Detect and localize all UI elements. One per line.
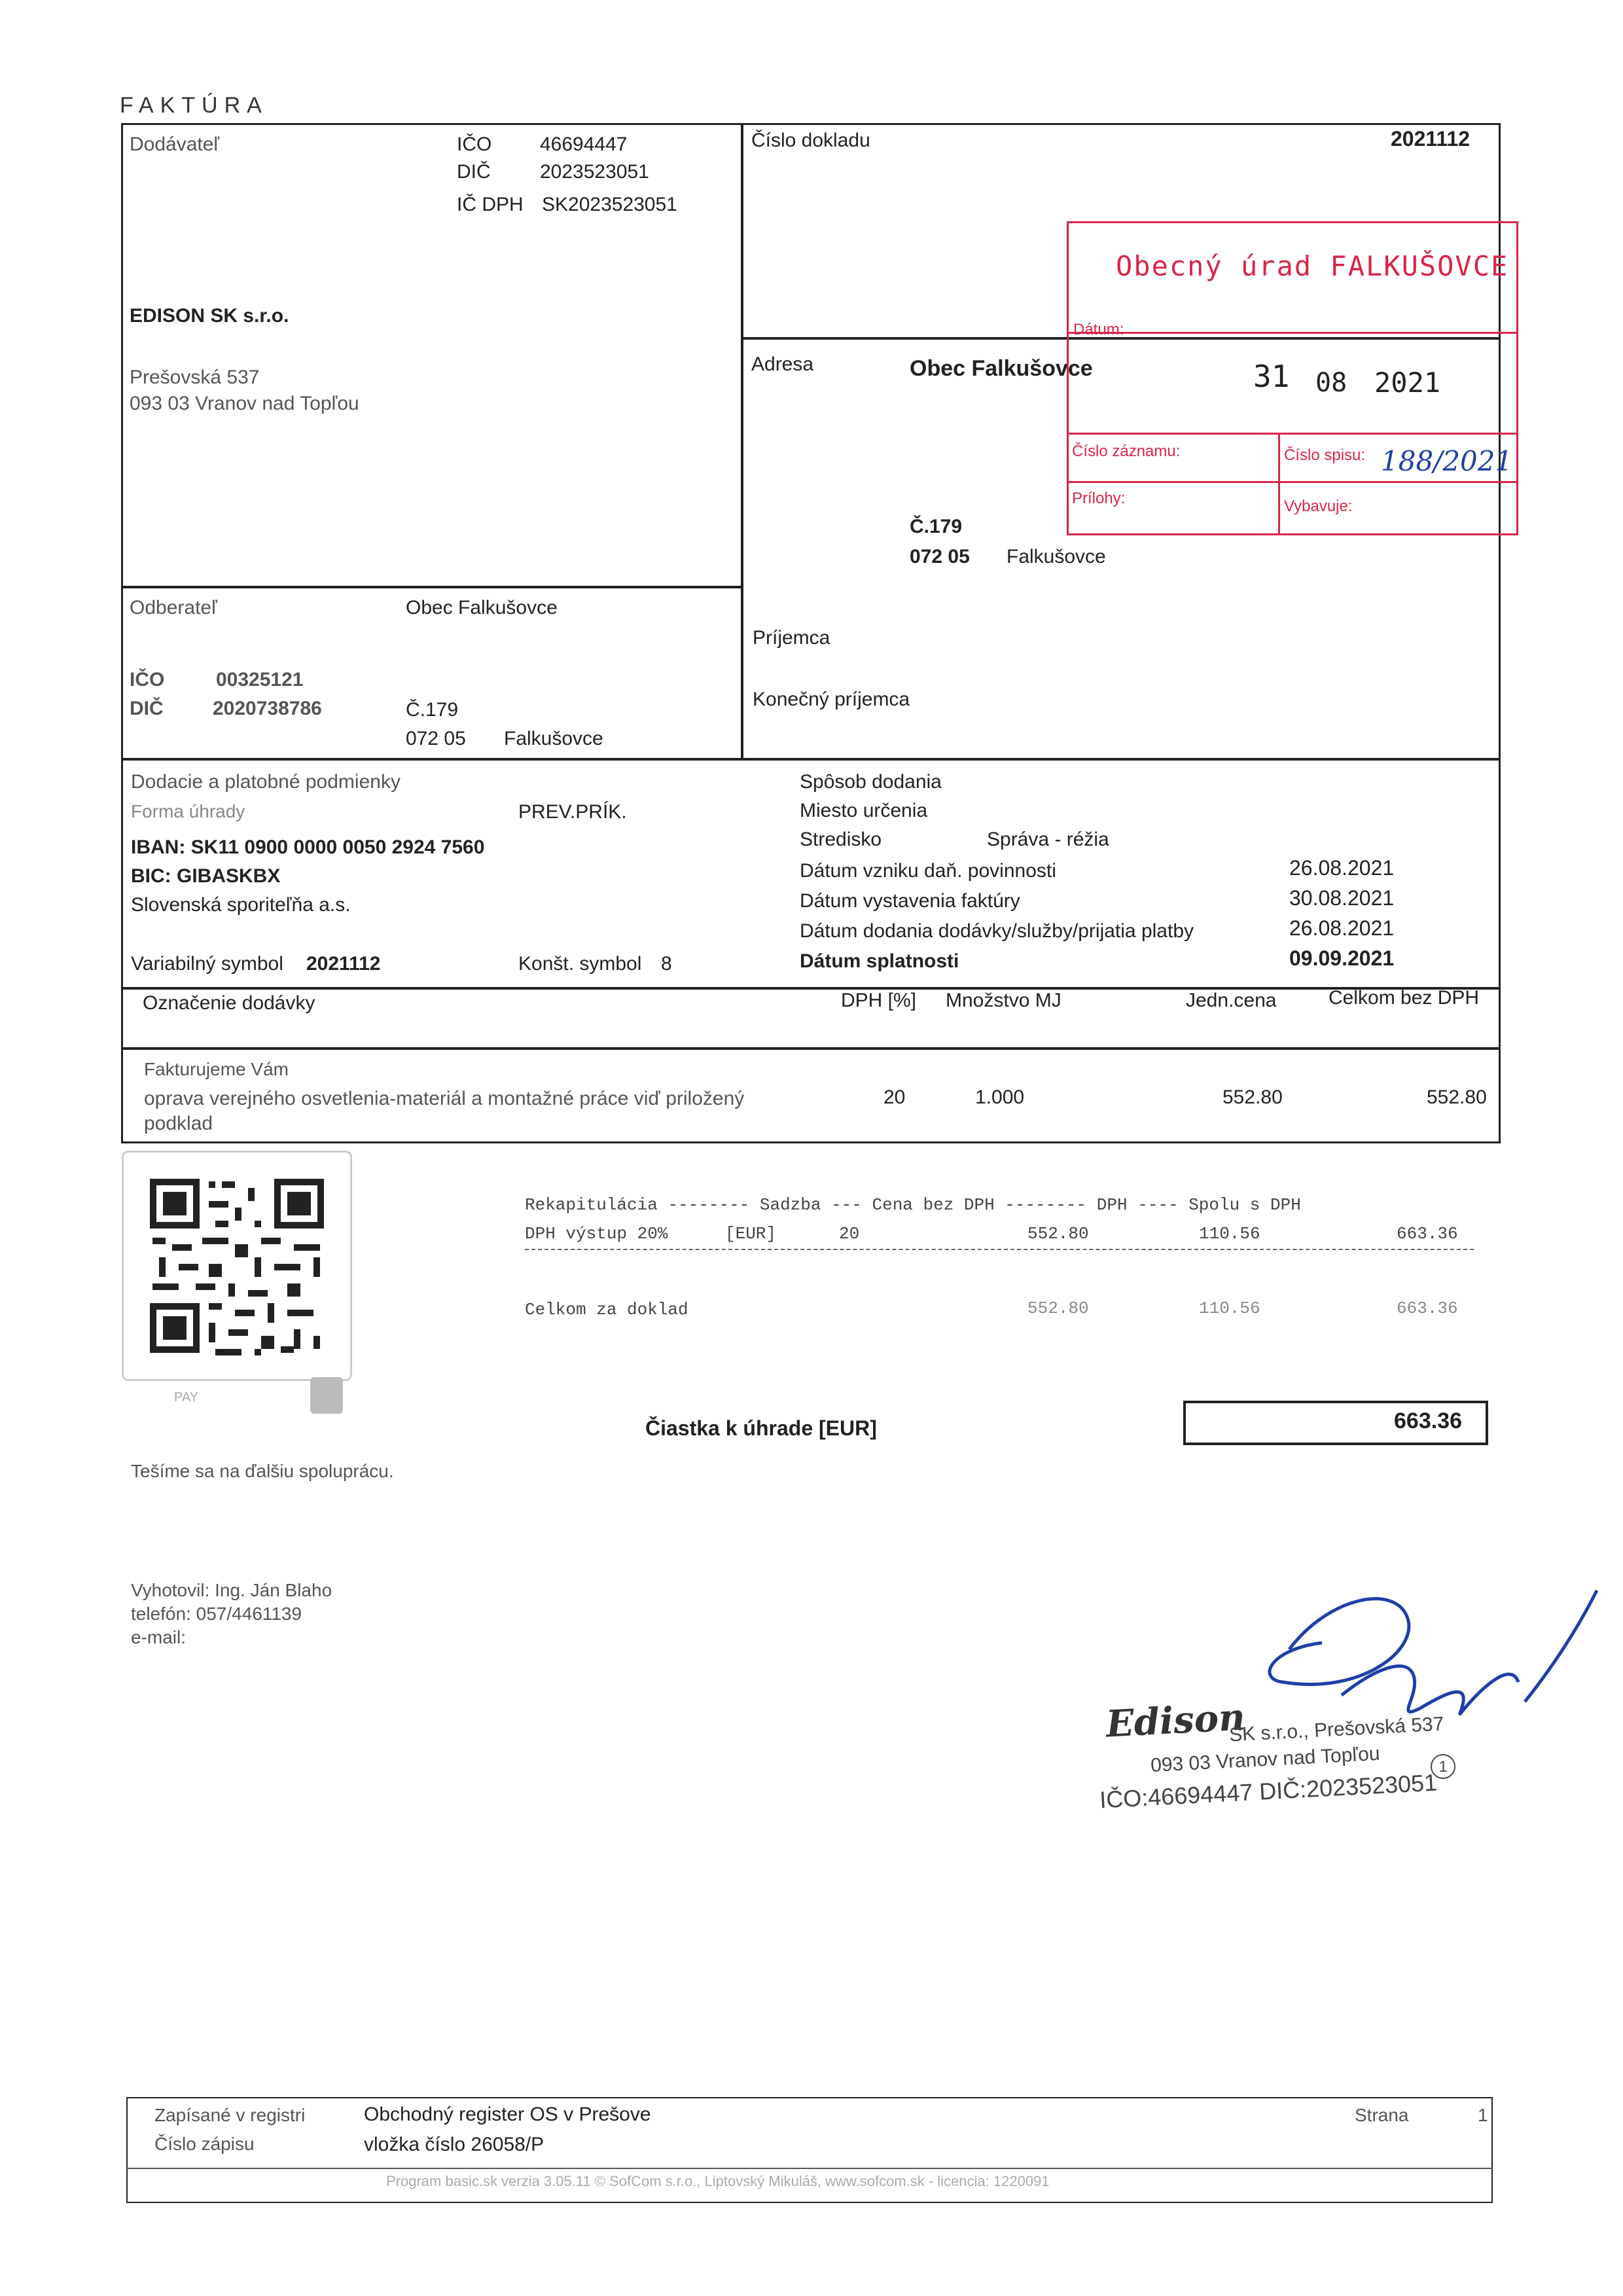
payment-form: PREV.PRÍK. xyxy=(518,801,627,823)
recap-header: Rekapitulácia -------- Sadzba --- Cena bez DPH -------- DPH ---- Spolu s DPH xyxy=(525,1195,1301,1215)
items-header-designation: Označenie dodávky xyxy=(143,992,315,1014)
doc-number-label: Číslo dokladu xyxy=(751,130,870,151)
registry-value: Obchodný register OS v Prešove xyxy=(364,2104,651,2125)
thanks-message: Tešíme sa na ďalšiu spoluprácu. xyxy=(131,1461,394,1481)
item-vat: 20 xyxy=(883,1086,906,1108)
card-icon xyxy=(310,1377,343,1414)
issued-by: Vyhotovil: Ing. Ján Blaho xyxy=(131,1580,332,1600)
entry-label: Číslo zápisu xyxy=(154,2134,255,2154)
supplier-icdph-label: IČ DPH xyxy=(457,194,524,215)
doc-number: 2021112 xyxy=(1391,127,1471,151)
address-street: Č.179 xyxy=(910,516,963,537)
company-stamp-line2: 093 03 Vranov nad Topľou xyxy=(1150,1742,1381,1777)
recap-row-rate: 20 xyxy=(839,1224,860,1244)
tax-date-label: Dátum vzniku daň. povinnosti xyxy=(800,860,1056,882)
recap-total-total: 663.36 xyxy=(1397,1299,1458,1318)
stamp-date-label: Dátum: xyxy=(1073,321,1124,338)
stamp-attachments-label: Prílohy: xyxy=(1072,490,1126,507)
issue-date-label: Dátum vystavenia faktúry xyxy=(800,890,1020,912)
variable-symbol: 2021112 xyxy=(306,953,381,975)
supplier-street: Prešovská 537 xyxy=(130,367,260,388)
items-header-unit-price: Jedn.cena xyxy=(1186,990,1277,1011)
iban: IBAN: SK11 0900 0000 0050 2924 7560 xyxy=(131,836,485,858)
signature xyxy=(1243,1571,1623,1767)
payment-form-label: Forma úhrady xyxy=(131,801,245,821)
items-header-total: Celkom bez DPH xyxy=(1329,987,1480,1009)
delivery-method-label: Spôsob dodania xyxy=(800,771,942,793)
recap-row-total: 663.36 xyxy=(1397,1224,1458,1244)
customer-zip: 072 05 xyxy=(406,728,466,749)
recap-total-vat: 110.56 xyxy=(1199,1299,1260,1318)
customer-dic: 2020738786 xyxy=(213,698,322,719)
constant-symbol: 8 xyxy=(661,953,672,975)
item-unit-price: 552.80 xyxy=(1222,1086,1283,1108)
program-credit: Program basic.sk verzia 3.05.11 © SofCom s.r.o., Liptovský Mikuláš, www.sofcom.sk - licencia: 1220091 xyxy=(386,2173,1050,2189)
due-date-label: Dátum splatnosti xyxy=(800,950,959,972)
recap-row-base: 552.80 xyxy=(1027,1224,1089,1244)
supplier-dic-label: DIČ xyxy=(457,161,491,183)
stamp-file-label: Číslo spisu: xyxy=(1284,446,1366,464)
address-name: Obec Falkušovce xyxy=(910,356,1093,381)
recap-row-label: DPH výstup 20% xyxy=(525,1224,668,1244)
qr-caption: PAY xyxy=(174,1390,199,1405)
customer-name: Obec Falkušovce xyxy=(406,597,558,619)
customer-dic-label: DIČ xyxy=(130,698,164,719)
stamp-file-value: 188/2021 xyxy=(1381,445,1513,477)
customer-street: Č.179 xyxy=(406,699,459,721)
address-zip: 072 05 xyxy=(910,546,970,567)
item-total: 552.80 xyxy=(1427,1086,1487,1108)
page-label: Strana xyxy=(1355,2105,1409,2125)
tax-date: 26.08.2021 xyxy=(1289,856,1395,880)
stamp-date-month: 08 xyxy=(1315,368,1347,398)
destination-label: Miesto určenia xyxy=(800,800,928,821)
customer-ico-label: IČO xyxy=(130,669,165,691)
due-date: 09.09.2021 xyxy=(1289,946,1395,970)
recipient-label: Príjemca xyxy=(753,627,830,649)
supplier-box xyxy=(121,123,743,588)
email-label: e-mail: xyxy=(131,1627,187,1647)
final-recipient-label: Konečný príjemca xyxy=(753,689,910,710)
footer-divider xyxy=(126,2168,1493,2169)
supplier-city: 093 03 Vranov nad Topľou xyxy=(130,393,359,414)
supplier-dic: 2023523051 xyxy=(540,161,649,183)
items-header-box xyxy=(121,988,1501,1049)
items-header-qty: Množstvo MJ xyxy=(946,990,1061,1011)
item-description-line2: podklad xyxy=(144,1113,213,1134)
recap-row-currency: [EUR] xyxy=(725,1224,777,1244)
supplier-name: EDISON SK s.r.o. xyxy=(130,305,289,327)
entry-value: vložka číslo 26058/P xyxy=(364,2134,544,2155)
recap-total-base: 552.80 xyxy=(1027,1299,1089,1318)
issue-date: 30.08.2021 xyxy=(1289,886,1395,910)
items-header-vat: DPH [%] xyxy=(841,990,917,1011)
stamp-title: Obecný úrad FALKUŠOVCE xyxy=(1116,250,1509,282)
constant-symbol-label: Konšt. symbol xyxy=(518,953,642,975)
terms-label: Dodacie a platobné podmienky xyxy=(131,771,401,793)
company-stamp-line3: IČO:46694447 DIČ:2023523051 xyxy=(1099,1768,1438,1814)
supplier-ico: 46694447 xyxy=(540,134,628,155)
document-title: FAKTÚRA xyxy=(120,93,268,118)
address-label: Adresa xyxy=(751,353,814,375)
pay-qr-code xyxy=(122,1151,352,1381)
company-stamp-number: 1 xyxy=(1438,1758,1448,1776)
amount-due: 663.36 xyxy=(1394,1408,1462,1433)
recap-row-underline xyxy=(525,1249,1474,1250)
recap-row-vat: 110.56 xyxy=(1199,1224,1260,1244)
customer-label: Odberateľ xyxy=(130,597,217,619)
registry-label: Zapísané v registri xyxy=(154,2105,306,2125)
stamp-date-day: 31 xyxy=(1253,359,1290,394)
amount-due-label: Čiastka k úhrade [EUR] xyxy=(645,1416,877,1440)
delivery-date-label: Dátum dodania dodávky/služby/prijatia platby xyxy=(800,920,1194,942)
stamp-record-label: Číslo záznamu: xyxy=(1072,442,1181,460)
center-value: Správa - réžia xyxy=(987,829,1109,850)
item-description-line1: oprava verejného osvetlenia-materiál a montažné práce viď priložený xyxy=(144,1088,745,1109)
item-qty: 1.000 xyxy=(975,1086,1025,1108)
supplier-label: Dodávateľ xyxy=(130,134,220,155)
customer-city: Falkušovce xyxy=(504,728,603,749)
center-label: Stredisko xyxy=(800,829,882,850)
recap-total-label: Celkom za doklad xyxy=(525,1300,688,1319)
items-intro: Fakturujeme Vám xyxy=(144,1059,289,1079)
bank-name: Slovenská sporiteľňa a.s. xyxy=(131,894,351,916)
supplier-ico-label: IČO xyxy=(457,134,492,155)
company-stamp-brand: Edison xyxy=(1105,1695,1247,1746)
stamp-handles-label: Vybavuje: xyxy=(1284,497,1353,515)
stamp-date-year: 2021 xyxy=(1374,367,1441,399)
delivery-date: 26.08.2021 xyxy=(1289,916,1395,940)
bic: BIC: GIBASKBX xyxy=(131,865,281,887)
address-city: Falkušovce xyxy=(1007,546,1106,567)
company-stamp-line1: SK s.r.o., Prešovská 537 xyxy=(1228,1713,1445,1746)
variable-symbol-label: Variabilný symbol xyxy=(131,953,283,975)
page-number: 1 xyxy=(1478,2105,1488,2125)
supplier-icdph: SK2023523051 xyxy=(542,194,677,215)
customer-ico: 00325121 xyxy=(216,669,304,691)
phone: telefón: 057/4461139 xyxy=(131,1604,302,1624)
